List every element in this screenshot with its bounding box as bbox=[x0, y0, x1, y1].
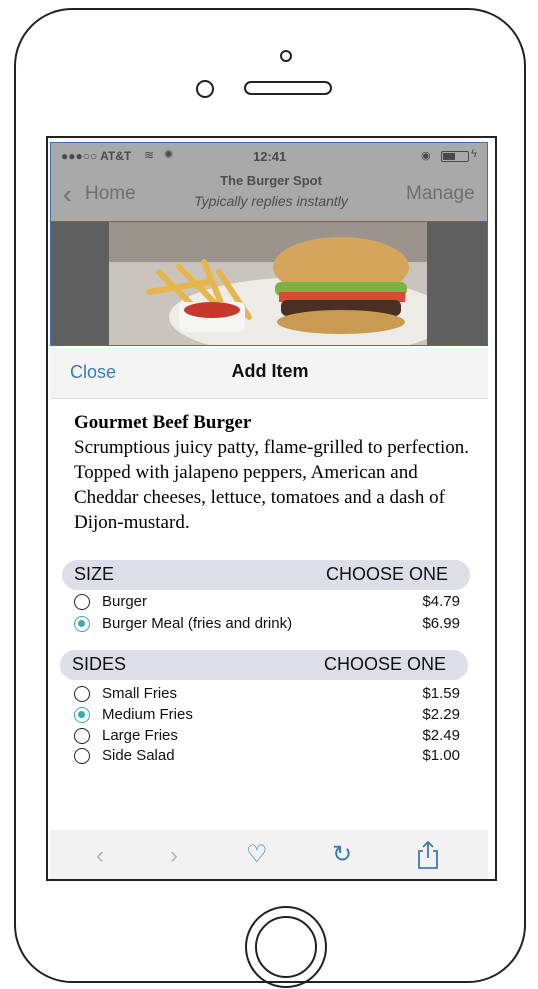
close-button[interactable]: Close bbox=[70, 362, 117, 382]
radio-button[interactable] bbox=[74, 748, 90, 764]
sensor-icon bbox=[196, 80, 214, 98]
status-bar bbox=[61, 149, 481, 165]
heart-icon[interactable]: ♡ bbox=[246, 841, 268, 868]
option-price: $2.29 bbox=[422, 706, 460, 723]
radio-button-selected[interactable] bbox=[74, 707, 90, 723]
sheet-header bbox=[50, 348, 488, 399]
option-price: $2.49 bbox=[422, 727, 460, 744]
size-section-header bbox=[62, 560, 470, 590]
option-name: Burger Meal (fries and drink) bbox=[102, 615, 293, 632]
option-price: $1.00 bbox=[422, 747, 460, 764]
rotation-lock-icon: ◉ bbox=[421, 150, 431, 162]
carrier-label: ●●●○○ AT&T bbox=[61, 149, 132, 163]
option-name: Large Fries bbox=[102, 727, 178, 744]
battery-icon bbox=[441, 151, 469, 162]
radio-button[interactable] bbox=[74, 728, 90, 744]
sides-option-large-fries[interactable] bbox=[74, 726, 460, 746]
option-price: $6.99 bbox=[422, 615, 460, 632]
activity-icon: ✺ bbox=[164, 149, 174, 161]
chevron-left-icon[interactable]: ‹ bbox=[63, 179, 72, 209]
option-name: Burger bbox=[102, 593, 148, 610]
reload-icon[interactable]: ↻ bbox=[332, 841, 353, 868]
size-section-requirement: CHOOSE ONE bbox=[325, 564, 448, 584]
radio-button[interactable] bbox=[74, 594, 90, 610]
sides-section-header bbox=[60, 650, 468, 680]
sides-option-side-salad[interactable] bbox=[74, 746, 460, 766]
manage-link[interactable]: Manage bbox=[406, 183, 475, 204]
wifi-icon: ≋ bbox=[144, 148, 155, 162]
radio-button[interactable] bbox=[74, 686, 90, 702]
option-name: Side Salad bbox=[102, 747, 175, 764]
status-time: 12:41 bbox=[253, 149, 287, 164]
speaker-icon bbox=[244, 81, 332, 95]
option-price: $1.59 bbox=[422, 685, 460, 702]
page-name: The Burger Spot bbox=[220, 173, 322, 188]
camera-icon bbox=[280, 50, 292, 62]
back-icon[interactable]: ‹ bbox=[96, 842, 104, 869]
option-price: $4.79 bbox=[422, 593, 460, 610]
page-subtitle: Typically replies instantly bbox=[194, 193, 348, 209]
sides-section-requirement: CHOOSE ONE bbox=[323, 654, 446, 674]
browser-toolbar bbox=[50, 830, 488, 880]
sides-option-medium-fries[interactable] bbox=[74, 705, 460, 725]
charging-icon: ϟ bbox=[471, 148, 477, 160]
size-section-title: SIZE bbox=[74, 564, 115, 584]
item-name: Gourmet Beef Burger bbox=[74, 412, 252, 433]
messenger-header bbox=[50, 142, 488, 222]
burger-photo bbox=[109, 222, 427, 346]
size-option-burger[interactable] bbox=[74, 592, 460, 612]
phone-screen bbox=[46, 136, 497, 881]
sides-section-title: SIDES bbox=[72, 654, 127, 674]
forward-icon[interactable]: › bbox=[170, 842, 178, 869]
size-option-burger-meal[interactable] bbox=[74, 614, 460, 634]
home-button-ring bbox=[255, 916, 317, 978]
sides-option-small-fries[interactable] bbox=[74, 684, 460, 704]
radio-button-selected[interactable] bbox=[74, 616, 90, 632]
option-name: Small Fries bbox=[102, 685, 178, 702]
photo-band bbox=[50, 222, 488, 346]
option-name: Medium Fries bbox=[102, 706, 193, 723]
item-description-block bbox=[74, 410, 474, 535]
sheet-title: Add Item bbox=[231, 361, 309, 381]
share-icon[interactable] bbox=[416, 840, 440, 870]
home-button[interactable] bbox=[245, 906, 327, 988]
back-home-link[interactable]: Home bbox=[85, 183, 136, 204]
item-description: Scrumptious juicy patty, flame-grilled to perfection. Topped with jalapeno peppers, American and Cheddar cheeses, lettuce, tomatoes and a dash of Dijon-mustard. bbox=[74, 437, 470, 533]
